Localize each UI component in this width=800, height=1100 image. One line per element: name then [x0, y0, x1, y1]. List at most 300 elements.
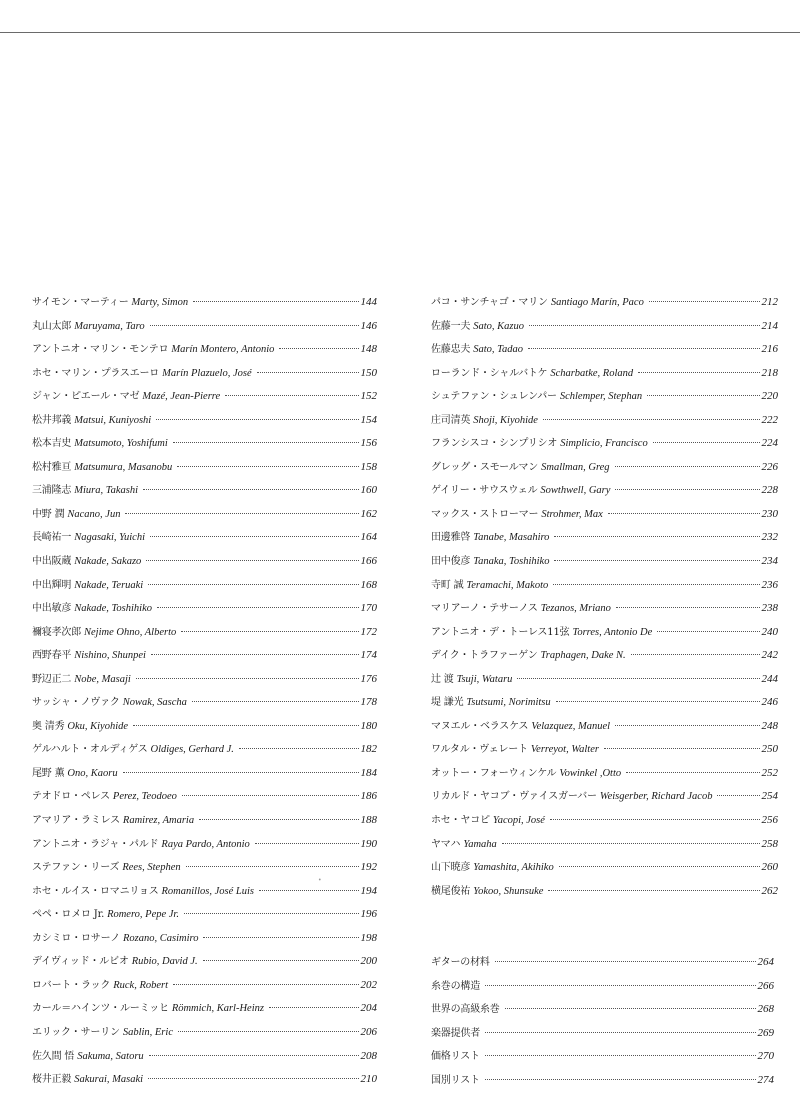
page-number: 206	[360, 1025, 377, 1038]
maker-name-jp: アマリア・ラミレス	[32, 815, 120, 827]
maker-name-jp: テオドロ・ペレス	[32, 791, 110, 803]
index-entry	[32, 338, 377, 362]
dot-leader	[554, 560, 759, 561]
page-number: 154	[360, 413, 377, 426]
page-number: 268	[757, 1003, 774, 1015]
page-number: 144	[360, 296, 377, 308]
maker-name-jp: 丸山太郎	[32, 320, 72, 332]
maker-name-jp: 西野春平	[32, 650, 72, 662]
dot-leader	[150, 325, 359, 326]
maker-name-jp: 中出阪蔵	[32, 556, 72, 568]
appendix-entry	[431, 1045, 774, 1069]
page-number: 188	[360, 814, 377, 827]
maker-name-jp: グレッグ・スモールマン	[431, 461, 539, 473]
page-number: 148	[360, 343, 377, 356]
maker-name-jp: アントニオ・マリン・モンテロ	[32, 344, 169, 356]
maker-name-en: Sablin, Eric	[122, 1026, 173, 1038]
index-entry	[32, 974, 377, 998]
page-number: 160	[360, 484, 377, 497]
maker-name-en: Nowak, Sascha	[122, 697, 187, 709]
dot-leader	[148, 1078, 358, 1079]
page-number: 162	[360, 507, 377, 520]
page-number: 240	[761, 625, 778, 638]
maker-name-en: Nagasaki, Yuichi	[74, 532, 145, 544]
dot-leader	[177, 466, 358, 467]
index-entry	[32, 809, 377, 833]
dot-leader	[649, 301, 760, 302]
maker-name-jp: パコ・サンチャゴ・マリン	[431, 297, 548, 308]
page-number: 262	[761, 884, 778, 897]
dot-leader	[157, 607, 359, 608]
index-entry	[431, 338, 778, 362]
maker-name-en: Rees, Stephen	[122, 862, 181, 874]
dot-leader	[485, 1032, 756, 1033]
appendix-entry	[431, 975, 774, 999]
maker-name-en: Miura, Takashi	[74, 485, 138, 497]
dot-leader	[548, 890, 759, 891]
page-number: 202	[360, 978, 377, 991]
dot-leader	[279, 348, 358, 349]
page-number: 226	[761, 460, 778, 473]
page-number: 220	[761, 390, 778, 403]
dot-leader	[615, 725, 759, 726]
scan-speck: •	[318, 877, 322, 884]
maker-name-en: Tsutsumi, Norimitsu	[466, 697, 551, 709]
index-entry	[32, 856, 377, 880]
page-number: 146	[360, 319, 377, 332]
page-number: 190	[360, 837, 377, 850]
page-number: 254	[761, 790, 778, 803]
dot-leader	[517, 678, 759, 679]
maker-name-jp: 野辺正二	[32, 673, 72, 685]
maker-name-jp: サッシャ・ノヴァク	[32, 697, 120, 709]
index-entry	[32, 621, 377, 645]
page-number: 152	[360, 390, 377, 403]
maker-name-en: Rozano, Casimiro	[123, 932, 199, 944]
maker-name-en: Smallman, Greg	[541, 461, 610, 473]
dot-leader	[143, 489, 359, 490]
dot-leader	[553, 584, 759, 585]
page-number: 168	[360, 578, 377, 591]
page-number: 230	[761, 507, 778, 520]
page-number: 260	[761, 861, 778, 874]
page-number: 198	[360, 931, 377, 944]
dot-leader	[239, 748, 359, 749]
maker-name-jp: 松井邦義	[32, 414, 72, 426]
maker-name-en: Marty, Simon	[131, 297, 189, 308]
dot-leader	[193, 301, 358, 302]
page-number: 244	[761, 672, 778, 685]
maker-name-en: Matsumura, Masanobu	[74, 461, 173, 473]
maker-name-en: Matsui, Kuniyoshi	[74, 414, 152, 426]
maker-name-jp: 横尾俊祐	[431, 885, 471, 897]
maker-name-en: Strohmer, Max	[541, 508, 603, 520]
maker-name-jp: マリアーノ・テサーノス	[431, 603, 538, 615]
maker-name-jp: デイヴィッド・ルビオ	[32, 956, 129, 968]
dot-leader	[485, 1055, 756, 1056]
maker-name-en: Teramachi, Makoto	[466, 579, 549, 591]
index-entry	[431, 291, 778, 315]
index-entry	[32, 880, 377, 904]
maker-name-jp: 禰寝孝次郎	[32, 626, 81, 638]
dot-leader	[192, 701, 359, 702]
dot-leader	[626, 772, 759, 773]
page-number: 274	[757, 1073, 774, 1086]
dot-leader	[717, 795, 759, 796]
appendix-list	[431, 951, 774, 1092]
maker-name-jp: ホセ・マリン・プラスエーロ	[32, 367, 160, 379]
index-entry	[431, 880, 778, 904]
maker-name-jp: 佐藤一夫	[431, 320, 471, 332]
maker-name-en: Nakade, Sakazo	[74, 556, 142, 568]
maker-name-en: Yacopi, José	[492, 815, 545, 827]
dot-leader	[184, 913, 359, 914]
maker-name-jp: 長崎祐一	[32, 532, 72, 544]
index-entry	[431, 668, 778, 692]
maker-name-jp: 松村雅亘	[32, 461, 72, 473]
maker-name-jp: 桜井正毅	[32, 1074, 72, 1086]
dot-leader	[657, 631, 759, 632]
index-entry	[32, 950, 377, 974]
appendix-entry	[431, 1022, 774, 1046]
dot-leader	[123, 772, 359, 773]
page-number: 186	[360, 790, 377, 803]
index-entry	[32, 668, 377, 692]
dot-leader	[485, 1079, 756, 1080]
page-number: 228	[761, 484, 778, 497]
maker-name-en: Ono, Kaoru	[67, 767, 118, 779]
dot-leader	[554, 536, 759, 537]
page-number: 174	[360, 649, 377, 662]
maker-name-jp: 松本吉史	[32, 438, 72, 450]
page-number: 246	[761, 696, 778, 709]
maker-name-en: Shoji, Kiyohide	[473, 414, 538, 426]
page-number: 234	[761, 555, 778, 568]
maker-name-jp: マヌエル・ベラスケス	[431, 720, 529, 732]
dot-leader	[543, 419, 760, 420]
maker-name-jp: デイク・トラファーゲン	[431, 650, 538, 662]
index-entry	[431, 432, 778, 456]
page-number: 182	[360, 743, 377, 756]
maker-name-en: Nishino, Shunpei	[74, 650, 146, 662]
index-entry	[32, 1021, 377, 1045]
index-entry	[431, 362, 778, 386]
dot-leader	[225, 395, 358, 396]
dot-leader	[182, 795, 359, 796]
maker-name-en: Nakade, Teruaki	[74, 579, 144, 591]
maker-name-jp: ホセ・ヤコピ	[431, 815, 490, 827]
index-entry	[431, 574, 778, 598]
maker-name-en: Raya Pardo, Antonio	[161, 838, 250, 850]
appendix-entry	[431, 1069, 774, 1093]
index-entry	[32, 738, 377, 762]
page-number: 156	[360, 437, 377, 450]
maker-name-en: Oldiges, Gerhard J.	[150, 744, 234, 756]
appendix-label: 世界の高級糸巻	[431, 1004, 500, 1015]
index-entry	[32, 903, 377, 927]
index-entry	[32, 644, 377, 668]
dot-leader	[181, 631, 358, 632]
index-entry	[431, 691, 778, 715]
index-entry	[32, 1068, 377, 1092]
dot-leader	[638, 372, 759, 373]
maker-name-en: Römmich, Karl-Heinz	[171, 1003, 264, 1015]
index-entry	[32, 315, 377, 339]
maker-name-jp: 佐久間 悟	[32, 1050, 75, 1062]
maker-name-en: Tsuji, Wataru	[456, 673, 513, 685]
maker-name-en: Scharbatke, Roland	[550, 367, 634, 379]
dot-leader	[199, 819, 358, 820]
maker-name-jp: 堤 謙光	[431, 697, 464, 709]
page-number: 258	[761, 837, 778, 850]
page-number: 248	[761, 719, 778, 732]
dot-leader	[269, 1007, 359, 1008]
index-entry	[32, 291, 377, 315]
dot-leader	[502, 843, 760, 844]
appendix-label: 楽器提供者	[431, 1027, 480, 1039]
index-entry	[32, 1045, 377, 1069]
page-number: 256	[761, 814, 778, 827]
dot-leader	[631, 654, 760, 655]
maker-name-en: Tezanos, Mriano	[540, 603, 611, 615]
page-number: 210	[360, 1073, 377, 1086]
dot-leader	[156, 419, 358, 420]
maker-name-jp: アントニオ・デ・トーレス11弦	[431, 626, 570, 638]
maker-name-jp: 田邊雅啓	[431, 532, 471, 544]
page-number: 242	[761, 649, 778, 662]
index-entry	[431, 621, 778, 645]
dot-leader	[528, 348, 760, 349]
dot-leader	[608, 513, 760, 514]
dot-leader	[559, 866, 760, 867]
page-number: 224	[761, 437, 778, 450]
maker-name-en: Verreyot, Walter	[530, 744, 599, 756]
page-number: 238	[761, 602, 778, 615]
maker-name-en: Nakade, Toshihiko	[74, 603, 152, 615]
page-number: 204	[360, 1002, 377, 1015]
index-entry	[431, 479, 778, 503]
maker-name-jp: 中出輝明	[32, 579, 72, 591]
page-number: 192	[360, 861, 377, 874]
maker-name-en: Marín Plazuelo, José	[162, 367, 252, 379]
index-entry	[32, 550, 377, 574]
index-entry	[32, 691, 377, 715]
maker-name-en: Traphagen, Dake N.	[540, 650, 626, 662]
maker-name-jp: 田中俊彦	[431, 556, 471, 568]
page-number: 178	[360, 696, 377, 709]
index-entry	[32, 762, 377, 786]
maker-name-en: Nacano, Jun	[67, 508, 121, 520]
maker-name-en: Tanabe, Masahiro	[473, 532, 550, 544]
dot-leader	[149, 1055, 359, 1056]
maker-name-en: Velazquez, Manuel	[531, 720, 611, 732]
index-left-column	[32, 291, 377, 1092]
maker-name-jp: アントニオ・ラジャ・パルド	[32, 838, 159, 850]
maker-name-en: Marín Montero, Antonio	[171, 344, 275, 356]
dot-leader	[556, 701, 760, 702]
index-entry	[32, 715, 377, 739]
index-entry	[32, 409, 377, 433]
index-entry	[431, 809, 778, 833]
index-entry	[431, 785, 778, 809]
index-entry	[32, 574, 377, 598]
page-number: 216	[761, 343, 778, 356]
index-entry	[431, 738, 778, 762]
dot-leader	[505, 1008, 756, 1009]
top-rule	[0, 32, 800, 33]
page-number: 214	[761, 319, 778, 332]
maker-name-jp: 奥 清秀	[32, 720, 65, 732]
index-entry	[431, 833, 778, 857]
maker-name-jp: 寺町 誠	[431, 579, 464, 591]
dot-leader	[257, 372, 359, 373]
page-number: 196	[360, 908, 377, 921]
appendix-label: 価格リスト	[431, 1051, 480, 1062]
dot-leader	[151, 654, 359, 655]
appendix-label: 糸巻の構造	[431, 980, 480, 992]
maker-name-jp: カール＝ハインツ・ルーミッヒ	[32, 1003, 169, 1015]
maker-name-en: Tanaka, Toshihiko	[473, 556, 550, 568]
appendix-label: 国別リスト	[431, 1074, 480, 1086]
page-number: 150	[360, 366, 377, 379]
maker-name-jp: 庄司清英	[431, 414, 471, 426]
dot-leader	[203, 960, 359, 961]
index-entry	[32, 526, 377, 550]
dot-leader	[259, 890, 359, 891]
dot-leader	[148, 584, 358, 585]
maker-name-en: Sakurai, Masaki	[74, 1074, 144, 1086]
maker-name-jp: サイモン・マーティー	[32, 297, 129, 308]
maker-name-jp: エリック・サーリン	[32, 1026, 120, 1038]
page-number: 266	[757, 979, 774, 992]
index-entry	[32, 597, 377, 621]
page-number: 172	[360, 625, 377, 638]
appendix-label: ギターの材料	[431, 957, 490, 968]
page-number: 194	[360, 884, 377, 897]
maker-name-jp: ワルタル・ヴェレート	[431, 744, 528, 756]
maker-name-en: Sato, Tadao	[473, 344, 523, 356]
maker-name-jp: ゲイリー・サウスウェル	[431, 485, 538, 497]
maker-name-en: Sato, Kazuo	[473, 320, 524, 332]
index-entry	[431, 597, 778, 621]
index-entry	[32, 785, 377, 809]
appendix-entry	[431, 951, 774, 975]
index-entry	[431, 456, 778, 480]
maker-name-en: Santiago Marín, Paco	[550, 297, 644, 308]
maker-name-jp: ゲルハルト・オルディゲス	[32, 744, 148, 756]
page-number: 236	[761, 578, 778, 591]
page-number: 250	[761, 743, 778, 756]
page-number: 200	[360, 955, 377, 968]
maker-name-en: Ruck, Robert	[113, 979, 169, 991]
page-number: 170	[360, 602, 377, 615]
index-entry	[32, 479, 377, 503]
page-number: 176	[360, 672, 377, 685]
maker-name-jp: 三浦隆志	[32, 485, 72, 497]
dot-leader	[150, 536, 359, 537]
index-entry	[431, 762, 778, 786]
dot-leader	[653, 442, 760, 443]
maker-name-jp: 山下暁彦	[431, 862, 471, 874]
maker-name-jp: ロバート・ラック	[32, 979, 111, 991]
page-number: 252	[761, 766, 778, 779]
maker-name-en: Yamashita, Akihiko	[473, 862, 554, 874]
maker-name-jp: リカルド・ヤコブ・ヴァイスガーバー	[431, 791, 597, 803]
index-entry	[32, 385, 377, 409]
dot-leader	[647, 395, 759, 396]
page-number: 218	[761, 366, 778, 379]
maker-name-jp: 中野 潤	[32, 508, 65, 520]
dot-leader	[550, 819, 760, 820]
maker-name-jp: フランシスコ・シンプリシオ	[431, 438, 558, 450]
index-entry	[431, 503, 778, 527]
maker-name-jp: 中出敏彦	[32, 603, 72, 615]
index-entry	[431, 526, 778, 550]
page-number: 212	[761, 296, 778, 308]
index-entry	[431, 644, 778, 668]
dot-leader	[125, 513, 358, 514]
page-number: 184	[360, 766, 377, 779]
index-entry	[32, 362, 377, 386]
maker-name-en: Schlemper, Stephan	[559, 391, 643, 403]
maker-name-jp: ローランド・シャルバトケ	[431, 367, 548, 379]
maker-name-en: Oku, Kiyohide	[67, 720, 129, 732]
page-number: 208	[360, 1049, 377, 1062]
maker-name-en: Yokoo, Shunsuke	[473, 885, 544, 897]
maker-name-jp: ペペ・ロメロ Jr.	[32, 909, 105, 921]
index-entry	[32, 503, 377, 527]
index-entry	[431, 385, 778, 409]
maker-name-en: Sakuma, Satoru	[77, 1050, 144, 1062]
dot-leader	[615, 466, 760, 467]
dot-leader	[146, 560, 358, 561]
maker-name-en: Torres, Antonio De	[572, 626, 653, 638]
maker-name-en: Vowinkel ,Otto	[559, 767, 622, 779]
index-entry	[32, 927, 377, 951]
maker-name-jp: シュテファン・シュレンパー	[431, 391, 557, 403]
maker-name-jp: 尾野 薫	[32, 767, 65, 779]
maker-name-en: Simplicio, Francisco	[560, 438, 648, 450]
maker-name-en: Yamaha	[463, 838, 497, 850]
dot-leader	[485, 985, 756, 986]
index-entry	[32, 833, 377, 857]
maker-name-en: Rubio, David J.	[131, 956, 198, 968]
maker-name-jp: ヤマハ	[431, 838, 461, 850]
maker-name-en: Ramirez, Amaria	[122, 815, 195, 827]
maker-name-en: Romanillos, José Luis	[161, 885, 254, 897]
maker-name-jp: ステファン・リーズ	[32, 862, 120, 874]
maker-name-en: Romero, Pepe Jr.	[107, 909, 179, 921]
index-entry	[32, 432, 377, 456]
maker-name-jp: 辻 渡	[431, 673, 454, 685]
dot-leader	[133, 725, 358, 726]
page-number: 270	[757, 1050, 774, 1062]
dot-leader	[136, 678, 359, 679]
page-number: 222	[761, 413, 778, 426]
dot-leader	[173, 984, 358, 985]
index-entry	[32, 997, 377, 1021]
dot-leader	[529, 325, 760, 326]
index-entry	[431, 715, 778, 739]
maker-name-en: Sowthwell, Gary	[540, 485, 611, 497]
dot-leader	[173, 442, 359, 443]
maker-name-en: Maruyama, Taro	[74, 320, 145, 332]
dot-leader	[495, 961, 756, 962]
maker-name-en: Nejime Ohno, Alberto	[84, 626, 177, 638]
index-entry	[431, 856, 778, 880]
maker-name-en: Nobe, Masaji	[74, 673, 131, 685]
index-entry	[32, 456, 377, 480]
